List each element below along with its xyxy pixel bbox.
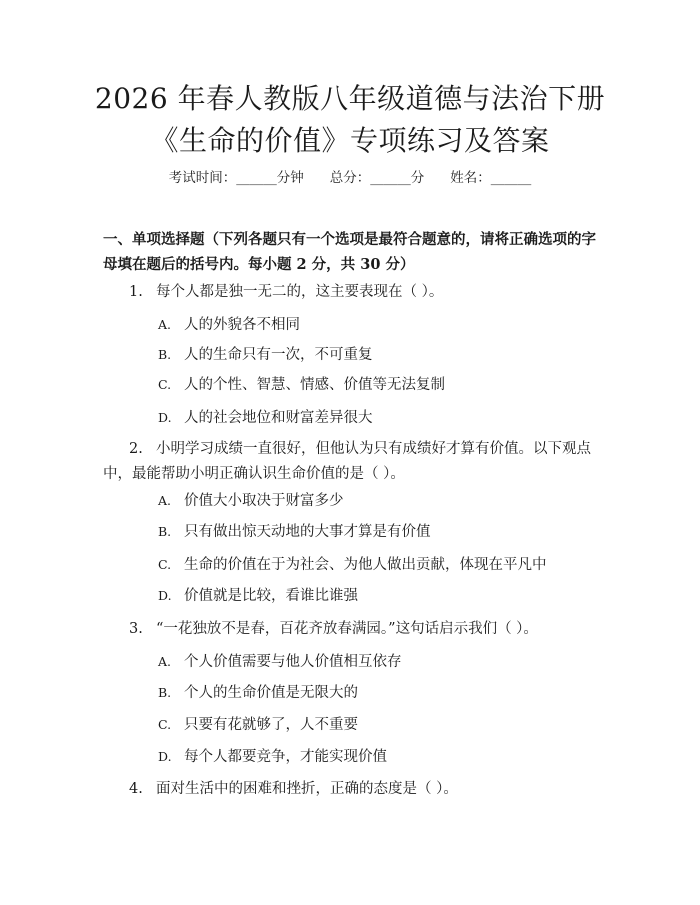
- question-1-option-d: [158, 407, 598, 429]
- section-heading: 一、单项选择题（下列各题只有一个选项是最符合题意的，请将正确选项的字母填在题后的括号内。每小题 2 分，共 30 分）: [103, 231, 596, 273]
- exam-meta-line: [0, 168, 700, 188]
- option-text: 人的个性、智慧、情感、价值等无法复制: [184, 377, 445, 393]
- total-score-field: 总分：______分: [329, 170, 425, 186]
- option-text: 价值大小取决于财富多少: [184, 493, 344, 509]
- question-3-option-d: [158, 746, 598, 768]
- option-letter: D.: [158, 588, 172, 603]
- question-number: 1.: [129, 284, 143, 300]
- option-text: 价值就是比较，看谁比谁强: [184, 588, 358, 604]
- question-1-option-b: [158, 344, 598, 366]
- option-letter: D.: [158, 410, 172, 425]
- question-text: “一花独放不是春，百花齐放春满园。”这句话启示我们（ ）。: [156, 621, 538, 637]
- student-name-field: 姓名：______: [450, 170, 532, 186]
- option-letter: C.: [158, 717, 172, 732]
- question-2: [103, 437, 603, 487]
- question-2-option-a: [158, 490, 598, 512]
- question-1-option-a: [158, 314, 598, 336]
- question-1: [103, 280, 603, 305]
- question-text: 小明学习成绩一直很好，但他认为只有成绩好才算有价值。以下观点中，最能帮助小明正确认识生命价值的是（ ）。: [103, 441, 591, 482]
- option-text: 人的外貌各不相同: [184, 317, 300, 333]
- option-text: 只有做出惊天动地的大事才算是有价值: [184, 524, 431, 540]
- option-text: 个人价值需要与他人价值相互依存: [184, 654, 402, 670]
- option-letter: B.: [158, 524, 172, 539]
- question-text: 每个人都是独一无二的，这主要表现在（ ）。: [156, 284, 444, 300]
- question-number: 3.: [129, 621, 143, 637]
- option-letter: A.: [158, 654, 172, 669]
- option-letter: A.: [158, 493, 172, 508]
- option-text: 每个人都要竞争，才能实现价值: [184, 749, 387, 765]
- option-letter: D.: [158, 749, 172, 764]
- question-3: [103, 617, 603, 642]
- question-2-option-d: [158, 585, 598, 607]
- question-3-option-b: [158, 682, 598, 704]
- option-text: 生命的价值在于为社会、为他人做出贡献，体现在平凡中: [184, 557, 547, 573]
- exam-time-field: 考试时间：______分钟: [168, 170, 304, 186]
- option-letter: B.: [158, 347, 172, 362]
- option-text: 只要有花就够了，人不重要: [184, 717, 358, 733]
- question-3-option-c: [158, 714, 598, 736]
- question-3-option-a: [158, 651, 598, 673]
- option-text: 人的社会地位和财富差异很大: [184, 410, 373, 426]
- option-letter: B.: [158, 685, 172, 700]
- option-letter: C.: [158, 557, 172, 572]
- question-4: [103, 777, 603, 802]
- question-2-option-b: [158, 521, 598, 543]
- option-text: 个人的生命价值是无限大的: [184, 685, 358, 701]
- question-number: 2.: [129, 441, 143, 457]
- question-1-option-c: [158, 374, 598, 396]
- question-text: 面对生活中的困难和挫折，正确的态度是（ ）。: [156, 781, 458, 797]
- option-letter: A.: [158, 317, 172, 332]
- option-text: 人的生命只有一次，不可重复: [184, 347, 373, 363]
- question-number: 4.: [129, 781, 143, 797]
- option-letter: C.: [158, 377, 172, 392]
- question-2-option-c: [158, 554, 598, 576]
- document-title: 2026 年春人教版八年级道德与法治下册《生命的价值》专项练习及答案: [94, 82, 606, 157]
